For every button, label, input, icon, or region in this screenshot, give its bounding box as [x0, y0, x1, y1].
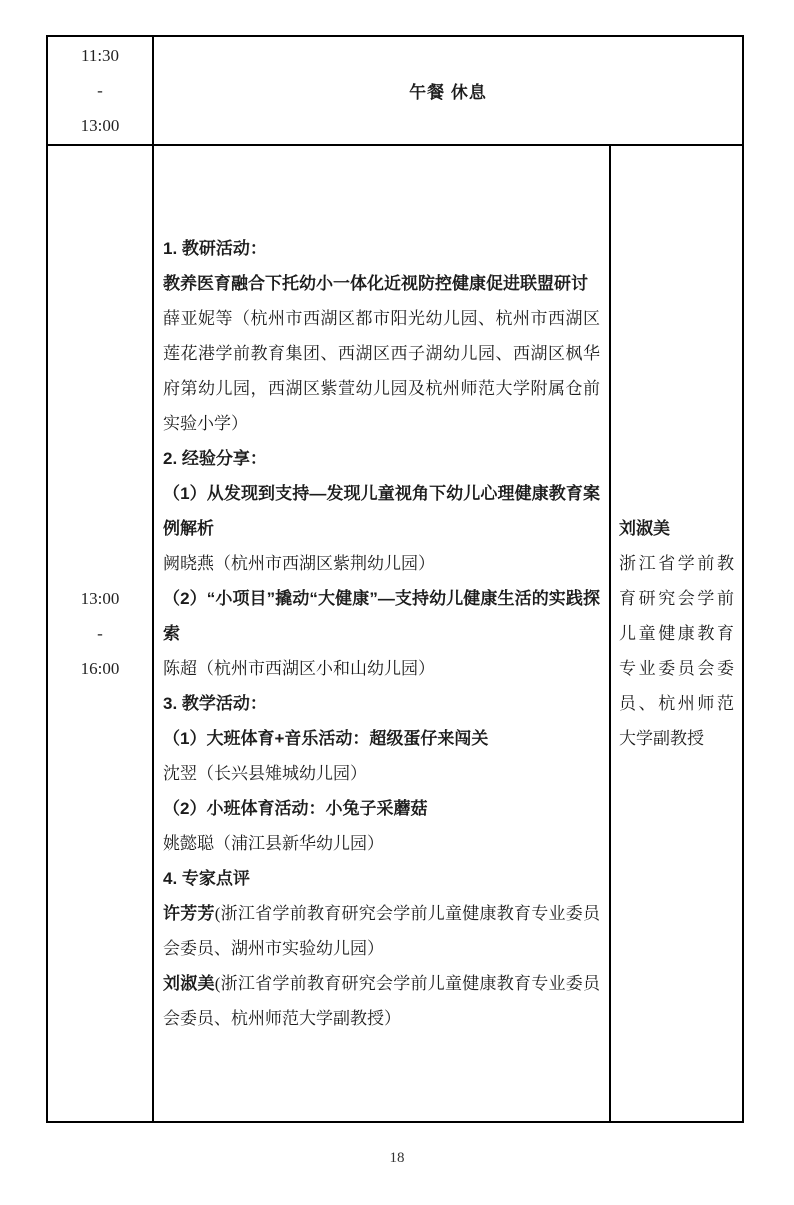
- agenda-text: (浙江省学前教育研究会学前儿童健康教育专业委员会委员、杭州师范大学副教授）: [163, 974, 600, 1028]
- agenda-text: 姚懿聪（浦江县新华幼儿园）: [163, 834, 384, 853]
- table-row-session: [48, 144, 742, 1121]
- lunch-activity-cell: [152, 37, 742, 144]
- agenda-paragraph: [163, 476, 600, 546]
- agenda-text: (浙江省学前教育研究会学前儿童健康教育专业委员会委员、湖州市实验幼儿园）: [163, 904, 600, 958]
- agenda-paragraph: [163, 651, 600, 686]
- time-end: 13:00: [80, 116, 120, 135]
- agenda-paragraph: [163, 721, 600, 756]
- agenda-paragraph: [163, 861, 600, 896]
- agenda-text-bold: 2. 经验分享：: [163, 449, 267, 468]
- agenda-text-bold: （2）“小项目”撬动“大健康”—支持幼儿健康生活的实践探索: [163, 589, 600, 643]
- agenda-paragraph: [163, 546, 600, 581]
- time-cell-lunch: [48, 37, 152, 144]
- agenda-text-bold: 1. 教研活动：: [163, 239, 267, 258]
- agenda-paragraph: [163, 441, 600, 476]
- agenda-text-bold: （1）从发现到支持—发现儿童视角下幼儿心理健康教育案例解析: [163, 484, 600, 538]
- agenda-text-bold: 3. 教学活动：: [163, 694, 267, 713]
- host-name: 刘淑美: [619, 519, 670, 538]
- agenda-paragraph: [163, 791, 600, 826]
- agenda-text: 陈超（杭州市西湖区小和山幼儿园）: [163, 659, 435, 678]
- time-start: 13:00: [80, 589, 120, 608]
- agenda-paragraph: [163, 756, 600, 791]
- agenda-paragraph: [163, 686, 600, 721]
- agenda-paragraph: [163, 896, 600, 966]
- agenda-text-bold: （1）大班体育+音乐活动：超级蛋仔来闯关: [163, 729, 489, 748]
- agenda-text-bold: （2）小班体育活动：小兔子采蘑菇: [163, 799, 428, 818]
- agenda-paragraph: [163, 266, 600, 301]
- page-number: 18: [389, 1150, 405, 1166]
- table-row-lunch: [48, 37, 742, 144]
- agenda-text-bold: 4. 专家点评: [163, 869, 250, 888]
- agenda-text-bold: 许芳芳: [163, 904, 215, 923]
- agenda-text: 阙晓燕（杭州市西湖区紫荆幼儿园）: [163, 554, 435, 573]
- host-title: 浙江省学前教育研究会学前儿童健康教育专业委员会委员、杭州师范大学副教授: [619, 554, 734, 748]
- session-content-cell: [152, 146, 609, 1121]
- agenda-paragraph: [163, 301, 600, 441]
- time-dash: -: [97, 81, 103, 100]
- time-cell-session: [48, 146, 152, 1121]
- agenda-text-bold: 刘淑美: [163, 974, 215, 993]
- agenda-text-bold: 教养医育融合下托幼小一体化近视防控健康促进联盟研讨: [163, 274, 588, 293]
- agenda-paragraph: [163, 231, 600, 266]
- agenda-text: 沈翌（长兴县雉城幼儿园）: [163, 764, 367, 783]
- agenda-paragraph: [163, 966, 600, 1036]
- agenda-text: 薛亚妮等（杭州市西湖区都市阳光幼儿园、杭州市西湖区莲花港学前教育集团、西湖区西子湖幼儿园、西湖区枫华府第幼儿园，西湖区紫萱幼儿园及杭州师范大学附属仓前实验小学）: [163, 309, 600, 433]
- time-end: 16:00: [80, 659, 120, 678]
- agenda-paragraph: [163, 581, 600, 651]
- time-start: 11:30: [80, 46, 120, 65]
- time-dash: -: [97, 624, 103, 643]
- host-cell: [609, 146, 742, 1121]
- agenda-table: [46, 35, 744, 1123]
- agenda-paragraph: [163, 826, 600, 861]
- lunch-activity-label: 午餐 休息: [409, 83, 487, 102]
